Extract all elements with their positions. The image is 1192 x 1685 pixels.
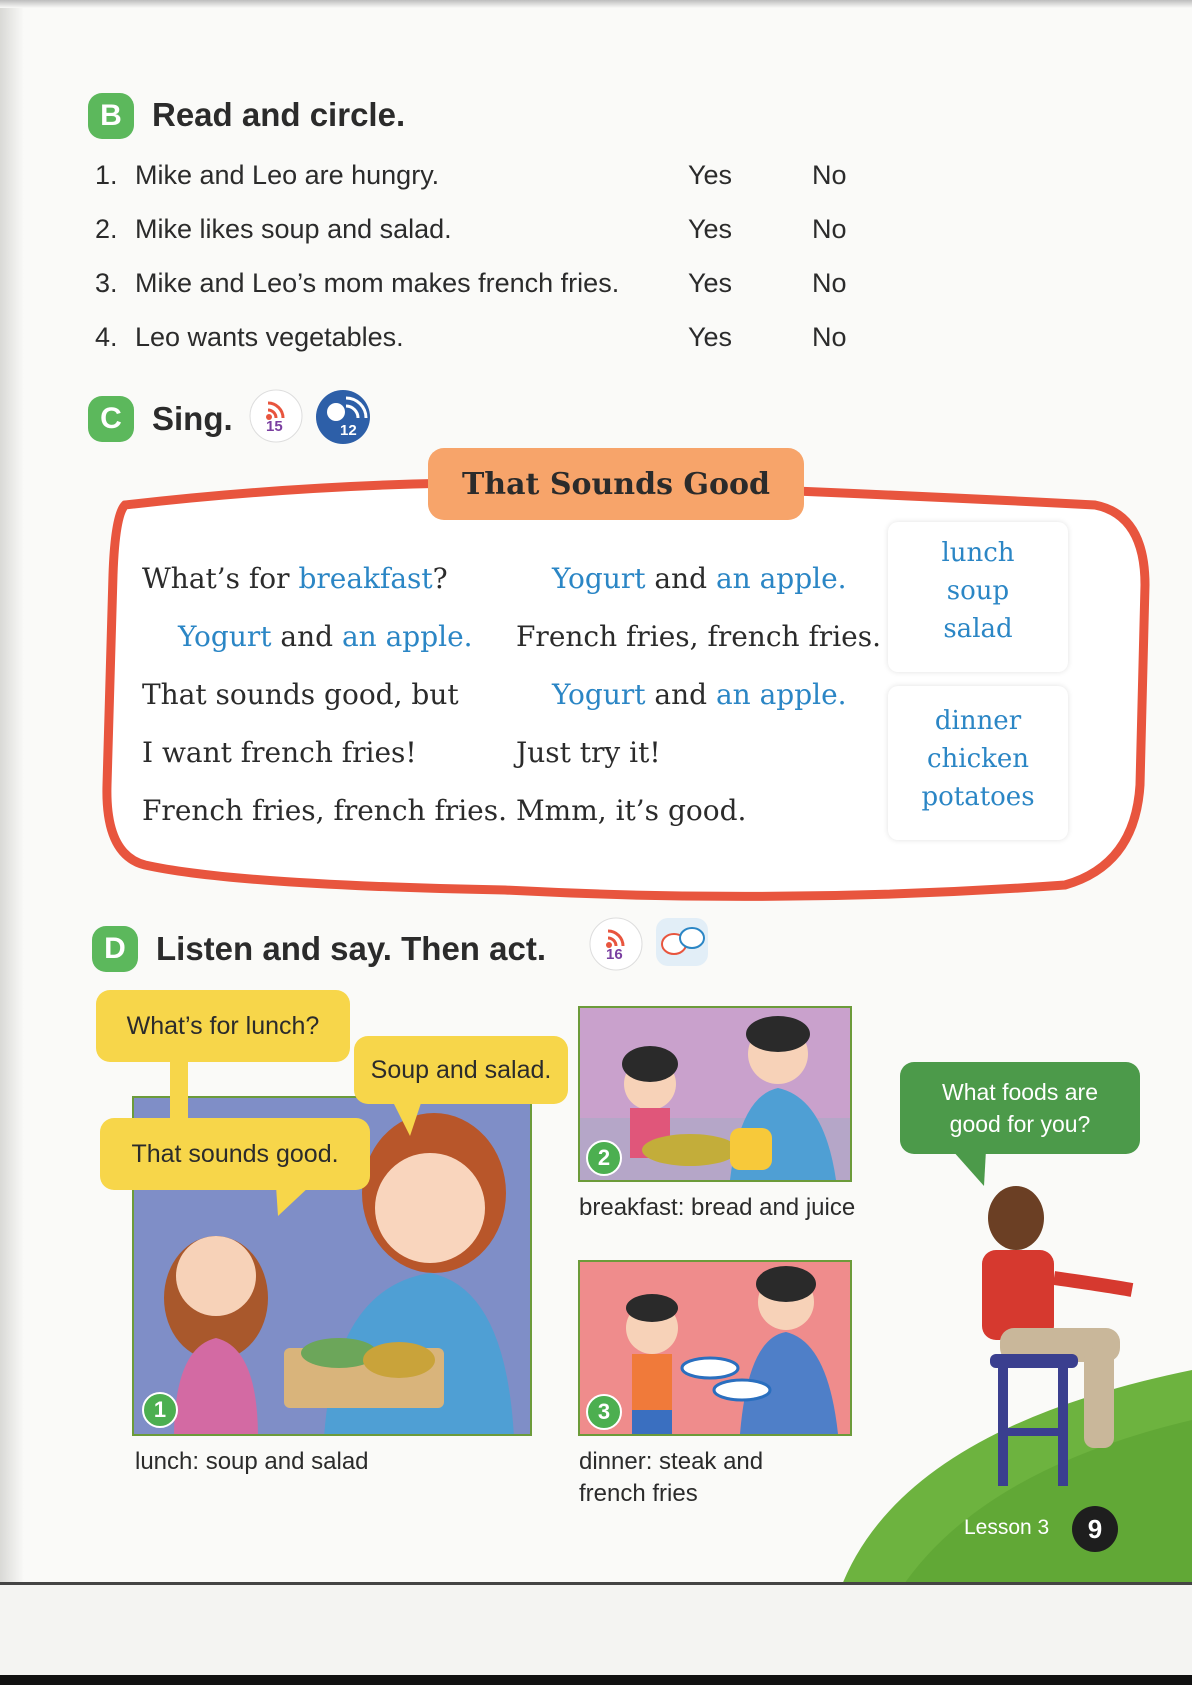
- lyric-line: I want french fries!: [142, 736, 417, 769]
- lyric-substitute: an apple: [715, 562, 838, 595]
- lyric-substitute: Yogurt: [552, 562, 646, 595]
- lyric-text: .: [837, 562, 847, 595]
- caption-lunch: lunch: soup and salad: [135, 1448, 369, 1475]
- speech-bubble-answer: Soup and salad.: [354, 1036, 568, 1104]
- question-line: What foods are: [942, 1079, 1098, 1105]
- lyric-line: [552, 562, 847, 595]
- substitute-word: dinner: [934, 706, 1022, 736]
- page-top-edge: [0, 0, 1192, 8]
- lyric-line: [178, 620, 473, 653]
- answer-no-4[interactable]: No: [812, 322, 847, 352]
- page-gutter-shadow: [0, 0, 24, 1685]
- lyric-line: French fries, french fries.: [516, 620, 881, 653]
- bubble-tail: [392, 1100, 422, 1136]
- audio-track-number: 15: [266, 418, 283, 435]
- question-number: 2.: [95, 214, 118, 244]
- panel-number: 2: [586, 1140, 622, 1176]
- bottom-scan-border: [0, 1675, 1192, 1685]
- question-text: Leo wants vegetables.: [135, 322, 404, 352]
- caption-dinner: [579, 1446, 763, 1510]
- question-text: Mike likes soup and salad.: [135, 214, 452, 244]
- video-track-icon[interactable]: [314, 388, 372, 446]
- lyric-text: What’s for: [142, 562, 299, 595]
- bubble-tail: [276, 1186, 310, 1216]
- panel-number: 1: [142, 1392, 178, 1428]
- substitution-box-2: [888, 686, 1068, 840]
- substitute-word: chicken: [926, 744, 1030, 774]
- lyric-substitute: breakfast: [298, 562, 433, 595]
- caption-line: french fries: [579, 1480, 698, 1507]
- boy-photo: [960, 1178, 1140, 1488]
- speech-bubble-question: What’s for lunch?: [96, 990, 350, 1062]
- answer-yes-1[interactable]: Yes: [688, 160, 733, 190]
- question-text: Mike and Leo’s mom makes french fries.: [135, 268, 620, 298]
- question-number: 3.: [95, 268, 118, 298]
- lyric-text: ?: [432, 562, 448, 595]
- section-d-badge: D: [92, 926, 138, 972]
- panel-number: 3: [586, 1394, 622, 1430]
- lyric-text: .: [463, 620, 473, 653]
- substitution-box-1: [888, 522, 1068, 672]
- song-title: That Sounds Good: [461, 466, 771, 502]
- question-line: good for you?: [949, 1111, 1091, 1137]
- speech-act-icon[interactable]: [652, 914, 712, 970]
- lyric-text: .: [837, 678, 847, 711]
- answer-no-3[interactable]: No: [812, 268, 847, 298]
- question-text: Mike and Leo are hungry.: [135, 160, 440, 190]
- lyric-line: [552, 678, 847, 711]
- page-number: 9: [1072, 1506, 1118, 1552]
- lyric-line: That sounds good, but: [142, 678, 459, 711]
- lyric-line: [142, 562, 448, 595]
- audio-track-number: 16: [606, 946, 623, 963]
- answer-no-2[interactable]: No: [812, 214, 847, 244]
- caption-breakfast: breakfast: bread and juice: [579, 1194, 856, 1221]
- lyric-substitute: an apple: [341, 620, 464, 653]
- lyric-text: and: [645, 678, 716, 711]
- video-track-number: 12: [340, 422, 357, 439]
- lyric-substitute: an apple: [715, 678, 838, 711]
- section-c-title: Sing.: [152, 400, 233, 437]
- answer-no-1[interactable]: No: [812, 160, 847, 190]
- section-d-title: Listen and say. Then act.: [156, 930, 546, 967]
- substitute-word: soup: [946, 576, 1010, 606]
- song-title-bar: [428, 448, 804, 520]
- below-page-area: [0, 1585, 1192, 1685]
- bubble-tail: [170, 1060, 188, 1120]
- lyric-line: Mmm, it’s good.: [516, 794, 747, 827]
- section-b-title: Read and circle.: [152, 96, 406, 133]
- scene-panel-breakfast: [578, 1006, 852, 1182]
- lyric-substitute: Yogurt: [552, 678, 646, 711]
- answer-yes-4[interactable]: Yes: [688, 322, 733, 352]
- lyric-line: Just try it!: [516, 736, 661, 769]
- substitute-word: salad: [943, 614, 1013, 644]
- lyric-line: French fries, french fries.: [142, 794, 507, 827]
- lesson-label: Lesson 3: [964, 1516, 1050, 1539]
- lyric-substitute: Yogurt: [178, 620, 272, 653]
- lyric-text: and: [645, 562, 716, 595]
- answer-yes-2[interactable]: Yes: [688, 214, 733, 244]
- substitute-word: potatoes: [921, 782, 1035, 812]
- lyric-text: and: [271, 620, 342, 653]
- substitute-word: lunch: [941, 538, 1015, 568]
- audio-track-icon[interactable]: [588, 916, 644, 972]
- question-number: 1.: [95, 160, 118, 190]
- audio-track-icon[interactable]: [248, 388, 304, 444]
- speech-bubble-reply: That sounds good.: [100, 1118, 370, 1190]
- scene-panel-dinner: [578, 1260, 852, 1436]
- caption-line: dinner: steak and: [579, 1448, 764, 1475]
- section-b-badge: B: [88, 93, 134, 139]
- answer-yes-3[interactable]: Yes: [688, 268, 733, 298]
- section-c-badge: C: [88, 396, 134, 442]
- discussion-bubble: [900, 1062, 1140, 1154]
- question-number: 4.: [95, 322, 118, 352]
